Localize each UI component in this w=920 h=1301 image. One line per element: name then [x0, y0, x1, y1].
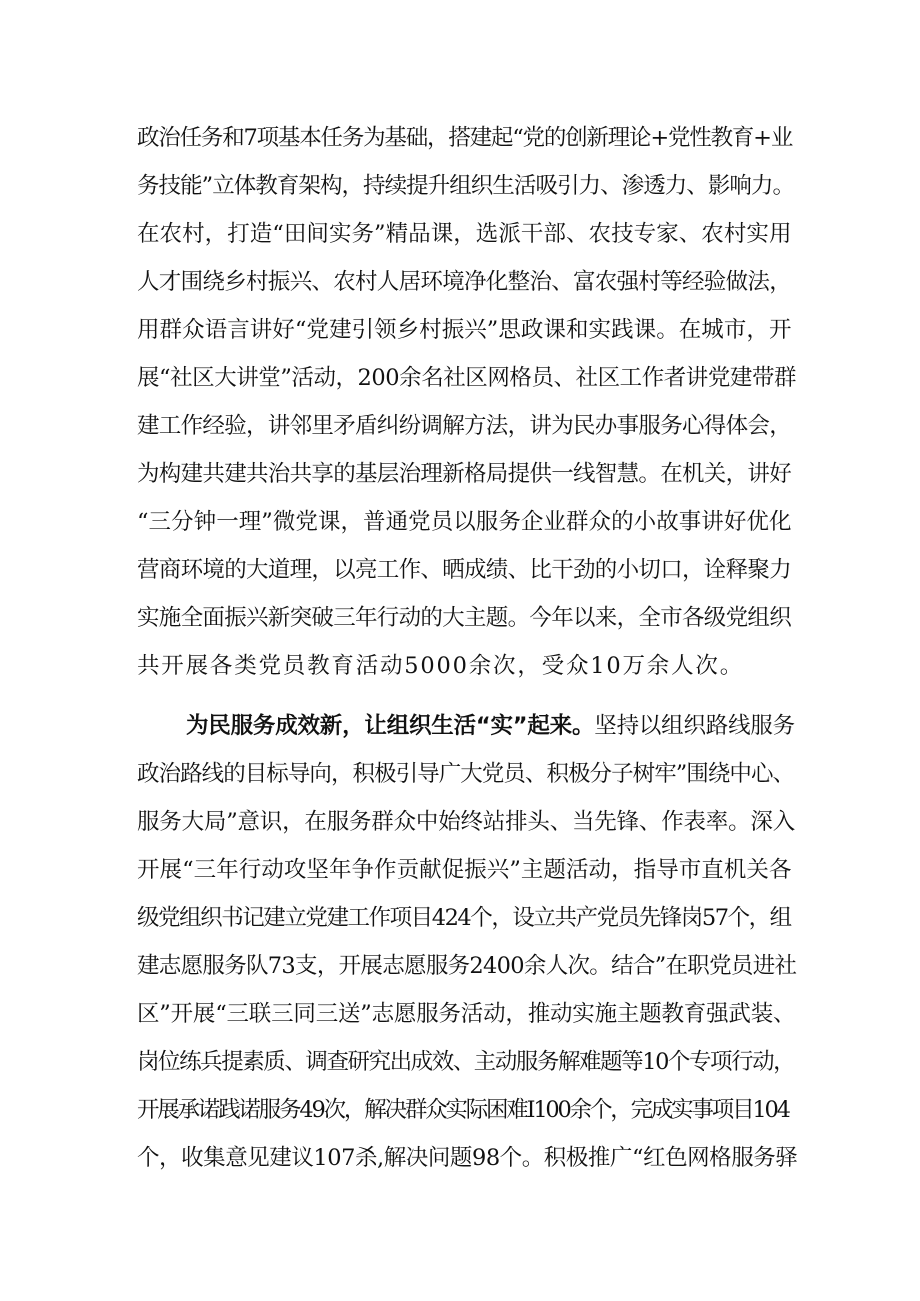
paragraph-line: 区”开展“三联三同三送”志愿服务活动，推动实施主题教育强武装、 [137, 1001, 796, 1027]
paragraph-line: 建志愿服务队73支，开展志愿服务2400余人次。结合”在职党员进社 [137, 953, 797, 979]
paragraph-line: 共开展各类党员教育活动5000余次，受众10万余人次。 [137, 653, 744, 679]
paragraph-first-line [186, 709, 797, 743]
paragraph-line: 建工作经验，讲邻里矛盾纠纷调解方法，讲为民办事服务心得体会， [137, 413, 792, 439]
paragraph-line: 个，收集意见建议107杀,解决问题98个。积极推广“红色网格服务驿 [137, 1145, 798, 1171]
paragraph-line: 务技能”立体教育架构，持续提升组织生活吸引力、渗透力、影响力。 [137, 173, 795, 199]
paragraph-line: 在农村，打造“田间实务”精品课，选派干部、农技专家、农村实用 [137, 221, 792, 247]
paragraph-line: 级党组织书记建立党建工作项目424个，设立共产党员先锋岗57个，组 [137, 905, 791, 931]
paragraph-heading: 为民服务成效新，让组织生活“实”起来。 [186, 713, 595, 739]
paragraph-line: 政治路线的目标导向，积极引导广大党员、积极分子树牢”围绕中心、 [137, 761, 795, 787]
paragraph-first-line-text: 坚持以组织路线服务 [594, 713, 795, 739]
paragraph-line: 实施全面振兴新突破三年行动的大主题。今年以来，全市各级党组织 [137, 605, 792, 631]
paragraph-line: 营商环境的大道理，以亮工作、晒成绩、比干劲的小切口，诠释聚力 [137, 557, 792, 583]
paragraph-line: 为构建共建共治共享的基层治理新格局提供一线智慧。在机关，讲好 [137, 461, 792, 487]
paragraph-line: 开展承诺践诺服务49次，解决群众实际困难I100余个，完成实事项目104 [137, 1097, 789, 1123]
paragraph-line: 政治任务和7项基本任务为基础，搭建起“党的创新理论+党性教育+业 [137, 125, 793, 151]
paragraph-line: 服务大局”意识，在服务群众中始终站排头、当先锋、作表率。深入 [137, 809, 796, 835]
paragraph-line: 岗位练兵提素质、调查研究出成效、主动服务解难题等10个专项行动， [137, 1049, 795, 1075]
paragraph-line: 用群众语言讲好“党建引领乡村振兴”思政课和实践课。在城市，开 [137, 317, 792, 343]
paragraph-line: 人才围绕乡村振兴、农村人居环境净化整治、富农强村等经验做法， [137, 269, 792, 295]
paragraph-line: 开展“三年行动攻坚年争作贡献促振兴”主题活动，指导市直机关各 [137, 857, 792, 883]
paragraph-line: 展“社区大讲堂”活动，200余名社区网格员、社区工作者讲党建带群 [137, 365, 797, 391]
paragraph-line: “三分钟一理”微党课，普通党员以服务企业群众的小故事讲好优化 [137, 509, 792, 535]
